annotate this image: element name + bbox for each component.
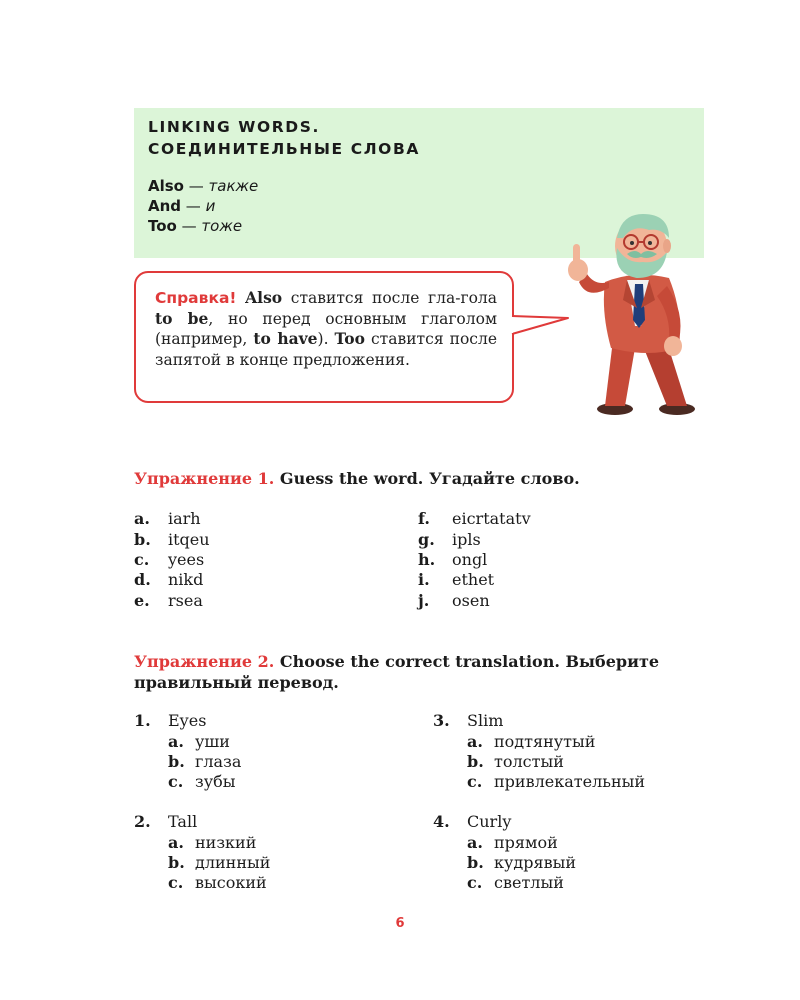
entry-word: Too (148, 217, 177, 235)
entry-translation: тоже (201, 217, 243, 235)
question-word: Eyes (168, 711, 207, 730)
option-text: подтянутый (494, 732, 596, 751)
list-item (418, 591, 490, 610)
box-title-english: LINKING WORDS. (148, 118, 321, 136)
entry-word: And (148, 197, 182, 215)
option-letter: b. (168, 752, 185, 771)
entry-dash: — (183, 177, 209, 195)
question-number: 2. (134, 812, 151, 831)
item-letter: b. (134, 530, 151, 549)
item-word: ongl (452, 550, 488, 569)
option-letter: c. (168, 772, 184, 791)
option-letter: b. (467, 752, 484, 771)
item-word: rsea (168, 591, 203, 610)
entry-translation: и (205, 197, 216, 215)
option-text: длинный (195, 853, 271, 872)
linking-entry (148, 217, 242, 235)
option-letter: a. (467, 833, 483, 852)
note-keyword: Too (334, 329, 365, 348)
option-text: уши (195, 732, 230, 751)
note-fragment: ). (317, 330, 335, 348)
option-text: зубы (195, 772, 236, 791)
option-letter: a. (168, 732, 184, 751)
exercise-label: Упражнение 2. (134, 652, 275, 671)
list-item (134, 550, 204, 569)
option-text: низкий (195, 833, 257, 852)
list-item (134, 570, 203, 589)
option-text: прямой (494, 833, 558, 852)
list-item (134, 591, 203, 610)
answer-option (467, 752, 564, 771)
list-item (418, 550, 487, 569)
note-fragment: ставится после запятой в конце предложения. (155, 330, 497, 369)
item-letter: i. (418, 570, 430, 589)
item-letter: g. (418, 530, 435, 549)
question-word: Curly (467, 812, 512, 831)
answer-option (168, 752, 241, 771)
answer-option (467, 873, 564, 892)
answer-option (168, 732, 230, 751)
option-letter: b. (467, 853, 484, 872)
answer-option (467, 772, 645, 791)
option-text: кудрявый (494, 853, 577, 872)
entry-dash: — (176, 217, 202, 235)
item-letter: a. (134, 509, 150, 528)
note-keyword: to have (253, 329, 318, 348)
exercise-2-heading (134, 651, 714, 693)
item-word: eicrtatatv (452, 509, 531, 528)
option-text: привлекательный (494, 772, 646, 791)
linking-entry (148, 177, 258, 195)
item-letter: d. (134, 570, 151, 589)
list-item (418, 570, 494, 589)
list-item (418, 530, 481, 549)
item-letter: c. (134, 550, 150, 569)
list-item (418, 509, 531, 528)
question-word: Slim (467, 711, 504, 730)
page-number: 6 (395, 916, 405, 931)
option-text: высокий (195, 873, 267, 892)
option-letter: c. (168, 873, 184, 892)
option-text: толстый (494, 752, 564, 771)
answer-option (168, 772, 236, 791)
question-number: 4. (433, 812, 450, 831)
entry-word: Also (148, 177, 184, 195)
item-word: iarh (168, 509, 201, 528)
answer-option (467, 833, 558, 852)
question-item (134, 711, 206, 730)
answer-option (467, 853, 576, 872)
linking-entry (148, 197, 215, 215)
entry-translation: также (208, 177, 259, 195)
note-bubble (134, 271, 514, 403)
item-word: yees (168, 550, 205, 569)
item-letter: j. (418, 591, 430, 610)
item-letter: e. (134, 591, 150, 610)
item-word: nikd (168, 570, 204, 589)
item-word: osen (452, 591, 490, 610)
note-keyword: to be (155, 308, 209, 328)
answer-option (168, 833, 256, 852)
option-letter: a. (467, 732, 483, 751)
professor-character-illustration (553, 208, 703, 420)
entry-dash: — (181, 197, 206, 215)
option-letter: c. (467, 772, 483, 791)
item-letter: h. (418, 550, 436, 569)
list-item (134, 509, 201, 528)
question-item (433, 711, 503, 730)
option-text: глаза (195, 752, 242, 771)
note-keyword: Also (245, 288, 283, 307)
exercise-instruction: Choose the correct translation. Выберите правильный перевод. (134, 652, 660, 692)
answer-option (168, 853, 270, 872)
item-letter: f. (418, 509, 430, 528)
exercise-1-heading (134, 469, 580, 488)
question-word: Tall (168, 812, 198, 831)
option-letter: a. (168, 833, 184, 852)
item-word: ipls (452, 530, 481, 549)
exercise-instruction: Guess the word. Угадайте слово. (274, 469, 580, 488)
note-fragment: , но перед основным глаголом (например, (155, 309, 498, 348)
option-text: светлый (494, 873, 564, 892)
option-letter: b. (168, 853, 185, 872)
question-item (134, 812, 197, 831)
answer-option (467, 732, 595, 751)
list-item (134, 530, 210, 549)
exercise-label: Упражнение 1. (134, 469, 275, 488)
item-word: itqeu (168, 530, 210, 549)
option-letter: c. (467, 873, 483, 892)
answer-option (168, 873, 267, 892)
question-number: 3. (433, 711, 450, 730)
question-number: 1. (134, 711, 151, 730)
item-word: ethet (452, 570, 495, 589)
question-item (433, 812, 511, 831)
note-fragment: ставится после гла-гола (282, 289, 498, 307)
box-title-russian: СОЕДИНИТЕЛЬНЫЕ СЛОВА (148, 140, 420, 158)
note-text (155, 288, 497, 370)
note-label: Справка! (155, 289, 237, 307)
